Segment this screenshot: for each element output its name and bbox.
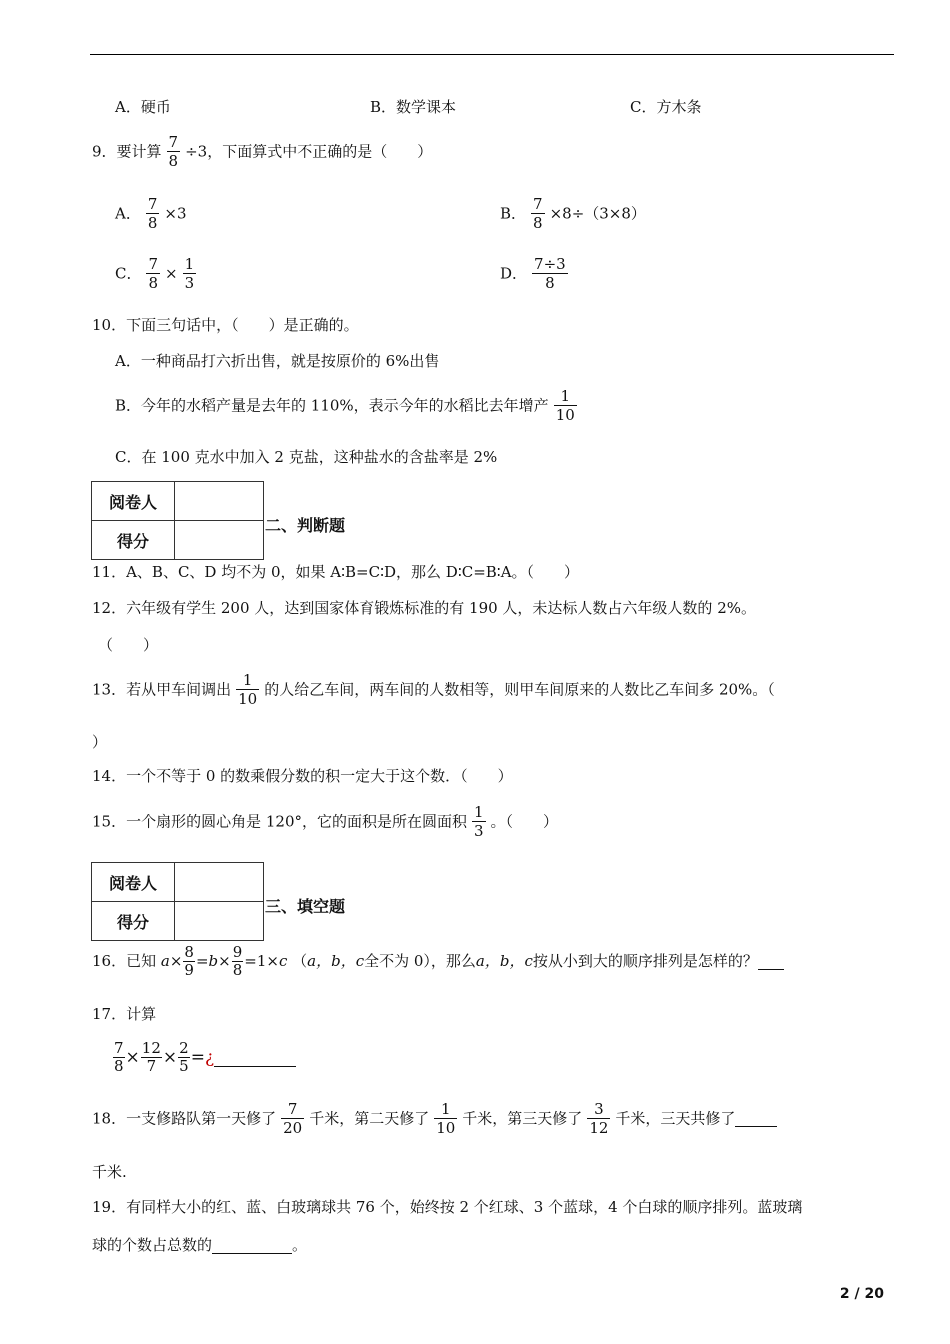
fraction: $\frac{7}{8}$	[148, 255, 159, 293]
q8-option-b: B．数学课本	[370, 98, 457, 116]
q8-option-a: A．硬币	[115, 98, 171, 116]
q9-option-d: D． $\frac{7\div 3}{8}$	[500, 255, 566, 293]
q8-option-c: C．方木条	[630, 98, 702, 116]
fraction: $\frac{7}{8}$	[533, 195, 543, 233]
page-number: 2 / 20	[839, 1286, 884, 1302]
grader-table	[91, 481, 264, 560]
fraction: $\frac{8}{9}$	[184, 943, 194, 980]
q10-option-a: A．一种商品打六折出售，就是按原价的 6%出售	[115, 352, 440, 370]
score-cell[interactable]	[175, 521, 264, 560]
answer-blank[interactable]	[214, 1049, 296, 1067]
fraction: $\frac{12}{7}$	[141, 1039, 161, 1076]
q13-line2: ）	[92, 733, 108, 751]
q12-line2: （ ）	[98, 636, 159, 654]
q17-stem: 17．计算	[92, 1005, 157, 1023]
answer-blank[interactable]	[735, 1111, 777, 1127]
q9-option-a: A． $\frac{7}{8}$ ×3	[115, 195, 187, 233]
score-label: 得分	[92, 902, 175, 941]
score-label: 得分	[92, 521, 175, 560]
q18-line2: 千米.	[92, 1163, 127, 1181]
section-title: 三、填空题	[265, 897, 346, 916]
q15: 15．一个扇形的圆心角是 120°，它的面积是所在圆面积 $\frac{1}{3}$ 。（ ）	[92, 803, 559, 841]
reviewer-label: 阅卷人	[92, 863, 175, 902]
section-title: 二、判断题	[265, 516, 346, 535]
fraction: $\frac{7}{8}$	[114, 1039, 124, 1076]
answer-blank[interactable]	[758, 954, 784, 970]
q9-option-c: C． $\frac{7}{8}$ × $\frac{1}{3}$	[115, 255, 195, 293]
q18: 18．一支修路队第一天修了 $\frac{7}{20}$ 千米，第二天修了 $\frac{1}{10}$ 千米，第三天修了 $\frac{3}{12}$ 千米，三天共修了	[92, 1101, 777, 1138]
q10-stem: 10．下面三句话中，（ ）是正确的。	[92, 316, 359, 334]
answer-blank[interactable]	[212, 1238, 292, 1254]
header-rule	[90, 54, 894, 55]
grader-table	[91, 862, 264, 941]
reviewer-label: 阅卷人	[92, 482, 175, 521]
q10-option-c: C．在 100 克水中加入 2 克盐，这种盐水的含盐率是 2%	[115, 448, 498, 466]
fraction: $\frac{7}{8}$	[168, 133, 179, 171]
fraction: $\frac{7}{8}$	[147, 195, 158, 233]
score-cell[interactable]	[175, 902, 264, 941]
q12-line1: 12．六年级有学生 200 人，达到国家体育锻炼标准的有 190 人，未达标人数占六年级人数的 2%。	[92, 599, 756, 617]
reviewer-cell[interactable]	[175, 482, 264, 521]
q19-line2: 球的个数占总数的 。	[92, 1236, 308, 1254]
q16: 16．已知 a× $\frac{8}{9}$ =b× $\frac{9}{8}$ =1×c （a，b，c全不为 0），那么a，b，c按从小到大的顺序排列是怎样的？	[92, 944, 784, 980]
fraction: $\frac{1}{10}$	[555, 387, 575, 425]
q9-option-b: B． $\frac{7}{8}$ ×8÷（3×8）	[500, 195, 646, 233]
q17-expression: $\frac{7}{8}$ × $\frac{12}{7}$ × $\frac{2}{5}$ =¿	[112, 1040, 296, 1076]
fraction: $\frac{3}{12}$	[589, 1100, 609, 1138]
fraction: $\frac{1}{3}$	[474, 803, 484, 841]
reviewer-cell[interactable]	[175, 863, 264, 902]
fraction: $\frac{1}{10}$	[238, 671, 258, 709]
fraction: $\frac{7\div 3}{8}$	[534, 255, 566, 293]
fraction: $\frac{7}{20}$	[283, 1100, 303, 1138]
fraction: $\frac{9}{8}$	[232, 943, 243, 980]
fraction: $\frac{2}{5}$	[179, 1039, 189, 1076]
fraction: $\frac{1}{3}$	[184, 255, 195, 293]
q11: 11．A、B、C、D 均不为 0，如果 A∶B=C∶D，那么 D∶C=B∶A。（ ）	[92, 563, 580, 581]
fraction: $\frac{1}{10}$	[436, 1100, 456, 1138]
q9-stem: 9．要计算 $\frac{7}{8}$ ÷3，下面算式中不正确的是（ ）	[92, 133, 433, 171]
q14: 14．一个不等于 0 的数乘假分数的积一定大于这个数．（ ）	[92, 767, 513, 785]
q13: 13．若从甲车间调出 $\frac{1}{10}$ 的人给乙车间，两车间的人数相等，则甲车间原来的人数比乙车间多 20%。（	[92, 671, 775, 709]
q19-line1: 19．有同样大小的红、蓝、白玻璃球共 76 个，始终按 2 个红球、3 个蓝球，4 个白球的顺序排列。蓝玻璃	[92, 1198, 803, 1216]
q10-option-b: B．今年的水稻产量是去年的 110%，表示今年的水稻比去年增产 $\frac{1}{10}$	[115, 387, 575, 425]
